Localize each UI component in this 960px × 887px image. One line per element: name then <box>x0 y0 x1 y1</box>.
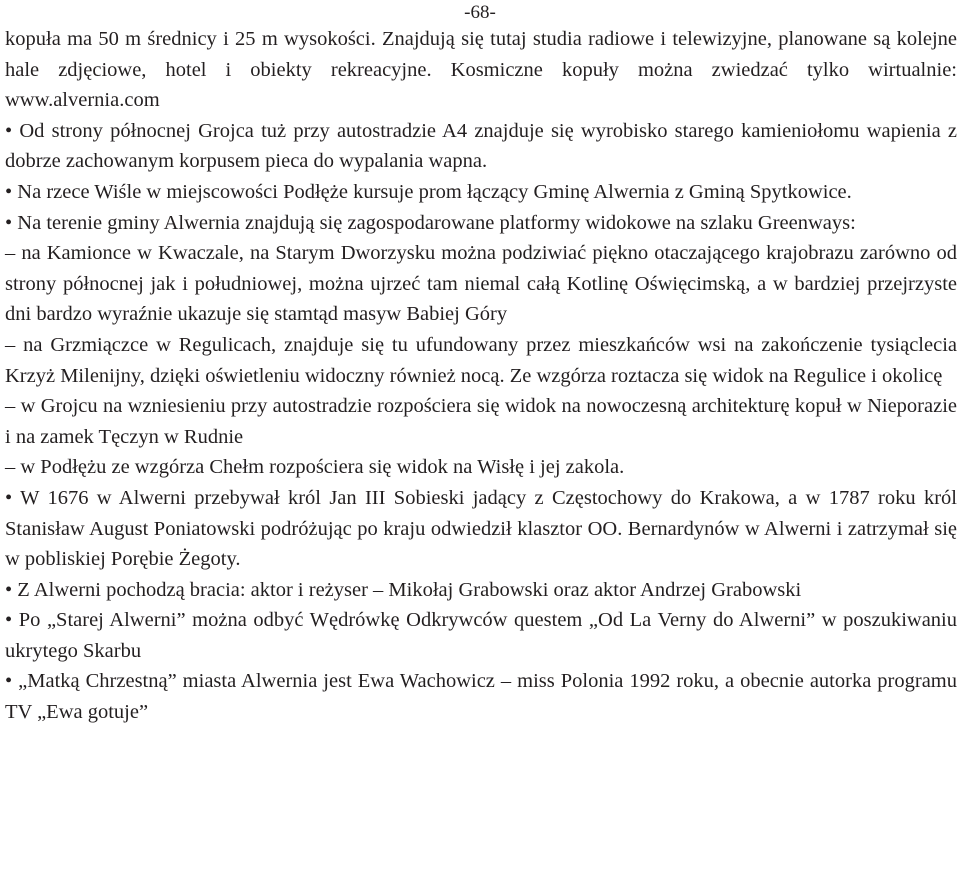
paragraph-podleze: – w Podłężu ze wzgórza Chełm rozpościera się widok na Wisłę i jej zakola. <box>5 456 625 479</box>
paragraph-grojec: – w Grojcu na wzniesieniu przy autostradzie rozpościera się widok na nowoczesną architekturę kopuł w Nieporazie i na zamek Tęczyn w Rudnie <box>5 395 957 448</box>
paragraph-kings: • W 1676 w Alwerni przebywał król Jan III Sobieski jadący z Częstochowy do Krakowa, a w 1787 roku król Stanisław August Poniatowski podróżując po kraju odwiedził klasztor OO. Bernardynów w Alwerni i zatrzymał się w pobliskiej Porębie Żegoty. <box>5 486 957 571</box>
paragraph-quest: • Po „Starej Alwerni” można odbyć Wędrówkę Odkrywców questem „Od La Verny do Alwerni” w poszukiwaniu ukrytego Skarbu <box>5 609 957 662</box>
paragraph-grzmiaczka: – na Grzmiączce w Regulicach, znajduje się tu ufundowany przez mieszkańców wsi na zakończenie tysiąclecia Krzyż Milenijny, dzięki oświetleniu widoczny również nocą. Ze wzgórza roztacza się widok na Regulice i okolicę <box>5 333 957 387</box>
paragraph-godmother: • „Matką Chrzestną” miasta Alwernia jest Ewa Wachowicz – miss Polonia 1992 roku, a obecnie autorka programu TV „Ewa gotuje” <box>5 670 957 724</box>
document-body <box>5 24 957 728</box>
paragraph-kamionka: – na Kamionce w Kwaczale, na Starym Dworzysku można podziwiać piękno otaczającego krajobrazu zarówno od strony północnej jak i południowej, można ujrzeć tam niemal całą Kotlinę Oświęcimską, a w bardziej przejrzyste dni bardzo wyraźnie ukazuje się stamtąd masyw Babiej Góry <box>5 242 957 326</box>
paragraph-dome-intro: kopuła ma 50 m średnicy i 25 m wysokości. Znajdują się tutaj studia radiowe i telewizyjne, planowane są kolejne hale zdjęciowe, hotel i obiekty rekreacyjne. Kosmiczne kopuły można zwiedzać tylko wirtualnie: www.alvernia.com <box>5 28 957 112</box>
paragraph-quarry: • Od strony północnej Grojca tuż przy autostradzie A4 znajduje się wyrobisko starego kamieniołomu wapienia z dobrze zachowanym korpusem pieca do wypalania wapna. <box>5 119 957 173</box>
paragraph-grabowski: • Z Alwerni pochodzą bracia: aktor i reżyser – Mikołaj Grabowski oraz aktor Andrzej Grabowski <box>5 578 802 601</box>
paragraph-viewpoints: • Na terenie gminy Alwernia znajdują się zagospodarowane platformy widokowe na szlaku Greenways: <box>5 211 856 234</box>
page-number: -68- <box>464 2 496 23</box>
paragraph-ferry: • Na rzece Wiśle w miejscowości Podłęże kursuje prom łączący Gminę Alwernia z Gminą Spytkowice. <box>5 180 852 203</box>
